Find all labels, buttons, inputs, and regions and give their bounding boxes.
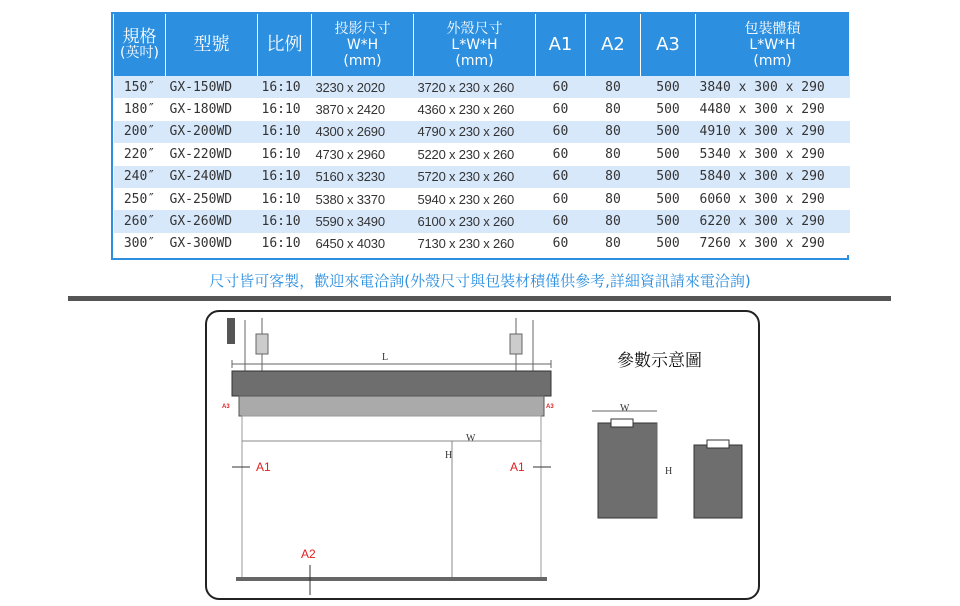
custom-size-note: 尺寸皆可客製，歡迎來電洽詢(外殼尺寸與包裝材積僅供參考,詳細資訊請來電洽詢) [209,272,751,290]
cell-a3: 500 [641,233,696,255]
cell-projection: 5380 x 3370 [312,188,414,210]
housing-front-view [598,419,657,518]
cell-model: GX-250WD [166,188,258,210]
cell-projection: 4730 x 2960 [312,143,414,165]
cell-model: GX-180WD [166,98,258,120]
cell-a3: 500 [641,76,696,98]
cell-package: 5840 x 300 x 290 [696,166,850,188]
cell-a1: 60 [536,98,586,120]
cell-projection: 6450 x 4030 [312,233,414,255]
cell-size: 150″ [114,76,166,98]
cell-size: 240″ [114,166,166,188]
cell-package: 4910 x 300 x 290 [696,121,850,143]
col-a1-header: A1 [536,14,586,76]
label-L: L [382,352,389,363]
cell-housing: 6100 x 230 x 260 [414,210,536,232]
cell-ratio: 16:10 [258,143,312,165]
col-a2-header: A2 [586,14,641,76]
label-A1-right: A1 [510,460,525,474]
cell-size: 250″ [114,188,166,210]
col-housing-header: 外殼尺寸 L*W*H (mm) [414,14,536,76]
col-model-header: 型號 [166,14,258,76]
cell-package: 5340 x 300 x 290 [696,143,850,165]
cell-ratio: 16:10 [258,98,312,120]
col-a3-header: A3 [641,14,696,76]
col-package-header: 包裝體積 L*W*H (mm) [696,14,850,76]
cell-a2: 80 [586,121,641,143]
label-H-screen: H [445,450,453,461]
package-box-view [694,440,742,518]
cell-a1: 60 [536,166,586,188]
bottom-bar [236,577,547,581]
cell-ratio: 16:10 [258,188,312,210]
label-A3-right: A3 [546,404,554,410]
cell-housing: 5220 x 230 x 260 [414,143,536,165]
cell-projection: 5590 x 3490 [312,210,414,232]
cell-model: GX-240WD [166,166,258,188]
cell-package: 3840 x 300 x 290 [696,76,850,98]
housing-bracket [239,396,544,416]
cell-housing: 4790 x 230 x 260 [414,121,536,143]
label-A3-left: A3 [222,404,230,410]
cell-model: GX-260WD [166,210,258,232]
cell-a3: 500 [641,166,696,188]
cell-model: GX-150WD [166,76,258,98]
label-W-screen: W [466,433,476,444]
cell-size: 220″ [114,143,166,165]
cell-a2: 80 [586,98,641,120]
cell-size: 200″ [114,121,166,143]
cell-package: 7260 x 300 x 290 [696,233,850,255]
cell-a3: 500 [641,121,696,143]
cell-a2: 80 [586,233,641,255]
cell-a1: 60 [536,210,586,232]
cell-model: GX-200WD [166,121,258,143]
cell-a3: 500 [641,98,696,120]
cell-housing: 7130 x 230 x 260 [414,233,536,255]
cell-a2: 80 [586,188,641,210]
cell-a1: 60 [536,76,586,98]
col-ratio-header: 比例 [258,14,312,76]
cell-housing: 5720 x 230 x 260 [414,166,536,188]
cell-package: 6220 x 300 x 290 [696,210,850,232]
cell-housing: 4360 x 230 x 260 [414,98,536,120]
dimension-L [232,360,551,368]
cell-a1: 60 [536,233,586,255]
cell-ratio: 16:10 [258,76,312,98]
cell-a1: 60 [536,188,586,210]
cell-a1: 60 [536,143,586,165]
diagram-title: 參數示意圖 [617,351,702,371]
label-W-side: W [620,403,630,414]
cell-ratio: 16:10 [258,210,312,232]
cell-size: 260″ [114,210,166,232]
cell-projection: 3230 x 2020 [312,76,414,98]
screen-surface [242,416,541,578]
cell-model: GX-220WD [166,143,258,165]
cell-package: 4480 x 300 x 290 [696,98,850,120]
cell-a3: 500 [641,210,696,232]
cell-ratio: 16:10 [258,121,312,143]
cell-projection: 5160 x 3230 [312,166,414,188]
cell-a2: 80 [586,166,641,188]
screen-housing [232,371,551,396]
label-A2: A2 [301,547,316,561]
col-size-header: 規格 (英吋) [114,14,166,76]
cell-model: GX-300WD [166,233,258,255]
cell-projection: 4300 x 2690 [312,121,414,143]
cell-ratio: 16:10 [258,233,312,255]
hanging-weight [227,318,235,344]
cell-a2: 80 [586,143,641,165]
col-projection-header: 投影尺寸 W*H (mm) [312,14,414,76]
cell-housing: 5940 x 230 x 260 [414,188,536,210]
cell-a3: 500 [641,143,696,165]
cell-package: 6060 x 300 x 290 [696,188,850,210]
cell-a1: 60 [536,121,586,143]
cell-size: 300″ [114,233,166,255]
label-H-side: H [665,466,673,477]
label-A1-left: A1 [256,460,271,474]
cell-a2: 80 [586,210,641,232]
cell-size: 180″ [114,98,166,120]
cell-housing: 3720 x 230 x 260 [414,76,536,98]
cell-ratio: 16:10 [258,166,312,188]
cell-projection: 3870 x 2420 [312,98,414,120]
cell-a3: 500 [641,188,696,210]
cell-a2: 80 [586,76,641,98]
